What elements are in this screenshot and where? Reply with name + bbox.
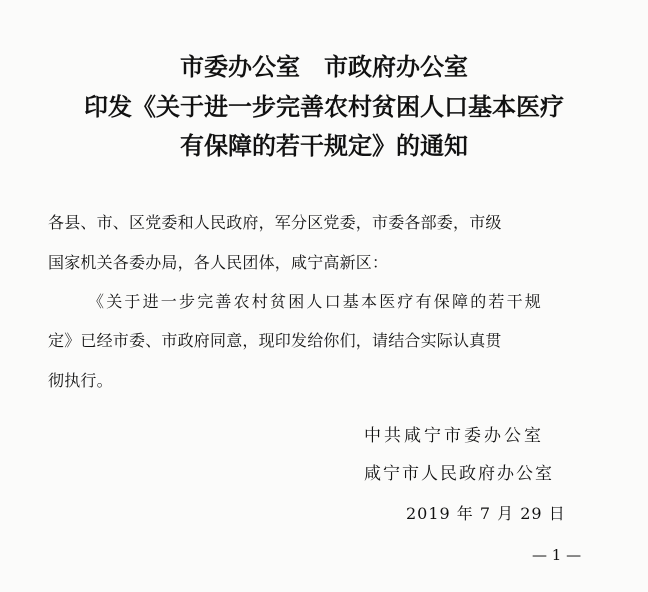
recipients-line-2: 国家机关各委办局，各人民团体，咸宁高新区： <box>48 253 389 272</box>
body-paragraph-line-2: 定》已经市委、市政府同意，现印发给你们，请结合实际认真贯 <box>48 331 502 350</box>
title-line-1: 市委办公室 市政府办公室 <box>180 52 468 81</box>
body-paragraph-line-1: 《关于进一步完善农村贫困人口基本医疗有保障的若干规 <box>88 292 544 311</box>
body-paragraph-line-3: 彻执行。 <box>48 371 113 390</box>
title-line-2: 印发《关于进一步完善农村贫困人口基本医疗 <box>84 92 564 121</box>
issuing-office-1: 中共咸宁市委办公室 <box>364 426 544 446</box>
recipients-line-1: 各县、市、区党委和人民政府，军分区党委，市委各部委，市级 <box>48 213 502 232</box>
page-number: — 1 — <box>532 546 582 564</box>
issuing-office-2: 咸宁市人民政府办公室 <box>364 464 554 484</box>
title-line-3: 有保障的若干规定》的通知 <box>180 131 468 160</box>
issue-date: 2019 年 7 月 29 日 <box>406 504 566 523</box>
